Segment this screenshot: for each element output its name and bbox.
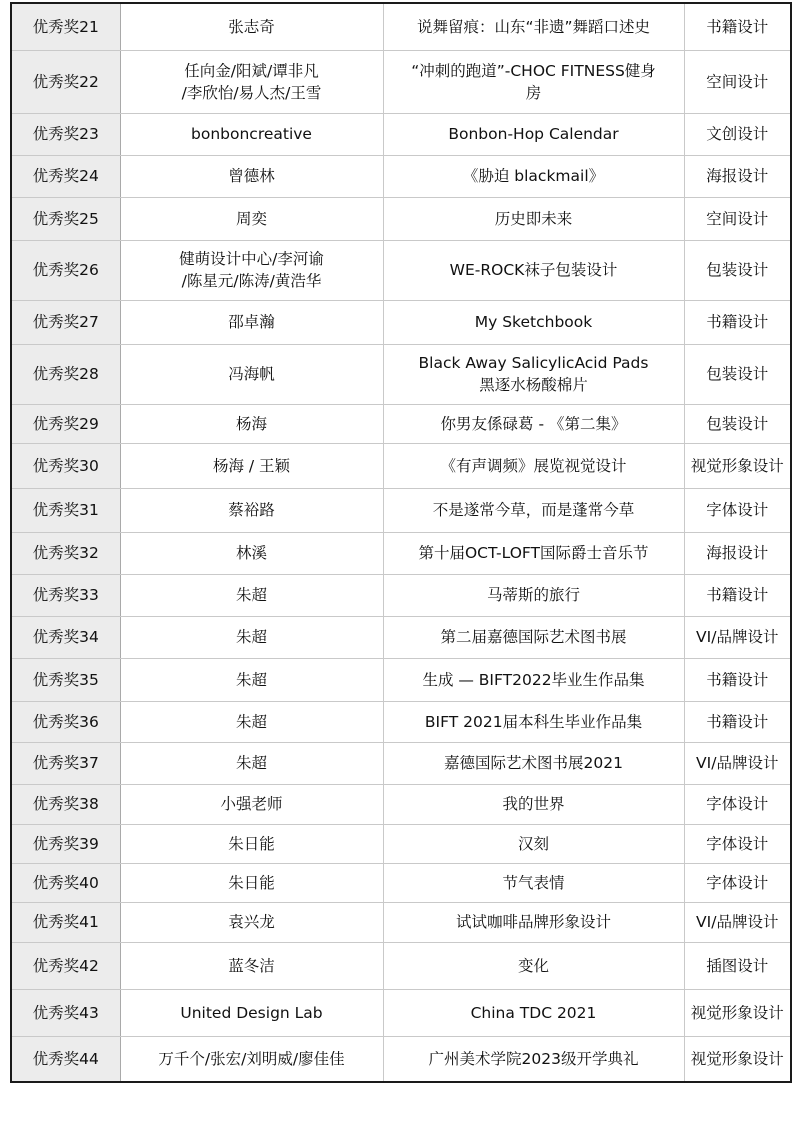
award-cell: 优秀奖27 <box>11 300 120 344</box>
table-row <box>11 616 791 658</box>
category-cell: 视觉形象设计 <box>684 443 791 488</box>
category-cell: 包装设计 <box>684 240 791 300</box>
author-cell <box>120 50 383 113</box>
category-cell: 字体设计 <box>684 784 791 824</box>
award-cell: 优秀奖39 <box>11 824 120 863</box>
work-title-line: 第二届嘉德国际艺术图书展 <box>440 628 627 646</box>
work-title-cell <box>383 488 684 532</box>
author-line: bonboncreative <box>191 125 312 143</box>
table-row <box>11 942 791 989</box>
author-cell <box>120 240 383 300</box>
author-line: 朱日能 <box>228 873 275 892</box>
work-title-cell <box>383 197 684 240</box>
work-title-line: 试试咖啡品牌形象设计 <box>455 913 611 931</box>
author-cell <box>120 443 383 488</box>
work-title-cell <box>383 701 684 742</box>
author-line: 曾德林 <box>228 167 275 185</box>
award-cell: 优秀奖29 <box>11 404 120 443</box>
work-title-line: “冲刺的跑道”-CHOC FITNESS健身 <box>411 61 656 80</box>
author-cell <box>120 1036 383 1082</box>
work-title-line: 变化 <box>517 956 549 975</box>
award-cell: 优秀奖30 <box>11 443 120 488</box>
work-title-cell <box>383 784 684 824</box>
author-line: 朱超 <box>235 670 267 689</box>
author-cell <box>120 197 383 240</box>
award-cell: 优秀奖40 <box>11 863 120 902</box>
author-line: /陈星元/陈涛/黄浩华 <box>181 272 322 290</box>
author-line: /李欣怡/易人杰/王雪 <box>181 83 322 102</box>
author-line: 朱超 <box>235 712 267 731</box>
author-line: United Design Lab <box>180 1003 323 1022</box>
author-line: 万千个/张宏/刘明威/廖佳佳 <box>158 1049 345 1068</box>
author-cell <box>120 658 383 701</box>
table-row <box>11 240 791 300</box>
author-line: 朱超 <box>235 586 267 604</box>
award-cell: 优秀奖35 <box>11 658 120 701</box>
table-row <box>11 300 791 344</box>
author-line: 张志奇 <box>228 17 275 36</box>
category-cell: 书籍设计 <box>684 701 791 742</box>
author-line: 朱超 <box>235 628 267 646</box>
table-row <box>11 1036 791 1082</box>
author-cell <box>120 824 383 863</box>
work-title-line: My Sketchbook <box>474 313 593 331</box>
category-cell: 文创设计 <box>684 113 791 155</box>
work-title-cell <box>383 3 684 50</box>
author-line: 蓝冬洁 <box>228 956 275 975</box>
work-title-line: 你男友係碌葛 - 《第二集》 <box>440 414 627 433</box>
table-row <box>11 742 791 784</box>
author-line: 朱日能 <box>228 834 275 853</box>
work-title-line: 《胁迫 blackmail》 <box>462 167 605 185</box>
work-title-cell <box>383 902 684 942</box>
author-line: 邵卓瀚 <box>228 313 275 331</box>
award-cell: 优秀奖31 <box>11 488 120 532</box>
table-row <box>11 404 791 443</box>
category-cell: VI/品牌设计 <box>684 902 791 942</box>
work-title-line: 嘉德国际艺术图书展2021 <box>444 754 623 772</box>
work-title-cell <box>383 658 684 701</box>
award-cell: 优秀奖42 <box>11 942 120 989</box>
category-cell: 视觉形象设计 <box>684 1036 791 1082</box>
author-cell <box>120 532 383 574</box>
table-row <box>11 824 791 863</box>
award-cell: 优秀奖38 <box>11 784 120 824</box>
work-title-line: 马蒂斯的旅行 <box>486 586 580 604</box>
award-cell: 优秀奖26 <box>11 240 120 300</box>
award-cell: 优秀奖43 <box>11 989 120 1036</box>
work-title-cell <box>383 113 684 155</box>
author-cell <box>120 574 383 616</box>
author-cell <box>120 300 383 344</box>
work-title-cell <box>383 742 684 784</box>
award-cell: 优秀奖37 <box>11 742 120 784</box>
work-title-line: WE-ROCK袜子包装设计 <box>449 261 618 279</box>
category-cell: 包装设计 <box>684 344 791 404</box>
category-cell: 书籍设计 <box>684 300 791 344</box>
table-row <box>11 197 791 240</box>
work-title-cell <box>383 443 684 488</box>
category-cell: 书籍设计 <box>684 3 791 50</box>
category-cell: 海报设计 <box>684 532 791 574</box>
award-cell: 优秀奖21 <box>11 3 120 50</box>
work-title-line: 汉刻 <box>517 834 549 853</box>
author-cell <box>120 3 383 50</box>
work-title-line: 《有声调频》展览视觉设计 <box>440 456 627 475</box>
category-cell: 海报设计 <box>684 155 791 197</box>
category-cell: 书籍设计 <box>684 658 791 701</box>
author-line: 朱超 <box>235 754 267 772</box>
table-row <box>11 443 791 488</box>
table-row <box>11 701 791 742</box>
work-title-line: 黑逐水杨酸棉片 <box>479 376 588 394</box>
table-row <box>11 863 791 902</box>
table-row <box>11 574 791 616</box>
table-row <box>11 113 791 155</box>
category-cell: 空间设计 <box>684 50 791 113</box>
award-cell: 优秀奖41 <box>11 902 120 942</box>
work-title-line: 第十届OCT-LOFT国际爵士音乐节 <box>418 544 649 562</box>
work-title-cell <box>383 50 684 113</box>
award-cell: 优秀奖33 <box>11 574 120 616</box>
author-cell <box>120 155 383 197</box>
table-row <box>11 658 791 701</box>
author-line: 任向金/阳斌/谭非凡 <box>184 61 319 80</box>
awards-table <box>10 2 792 1083</box>
table-row <box>11 989 791 1036</box>
table-row <box>11 902 791 942</box>
award-cell: 优秀奖36 <box>11 701 120 742</box>
author-cell <box>120 344 383 404</box>
table-row <box>11 50 791 113</box>
work-title-cell <box>383 616 684 658</box>
work-title-line: Black Away SalicylicAcid Pads <box>418 354 649 372</box>
author-cell <box>120 616 383 658</box>
author-line: 冯海帆 <box>228 365 275 383</box>
author-line: 林溪 <box>235 544 267 562</box>
author-line: 小强老师 <box>220 795 283 813</box>
award-cell: 优秀奖34 <box>11 616 120 658</box>
author-line: 袁兴龙 <box>228 913 275 931</box>
award-cell: 优秀奖22 <box>11 50 120 113</box>
work-title-cell <box>383 300 684 344</box>
table-row <box>11 155 791 197</box>
work-title-cell <box>383 863 684 902</box>
author-cell <box>120 902 383 942</box>
author-cell <box>120 742 383 784</box>
author-cell <box>120 404 383 443</box>
work-title-cell <box>383 574 684 616</box>
author-cell <box>120 784 383 824</box>
category-cell: 包装设计 <box>684 404 791 443</box>
author-cell <box>120 942 383 989</box>
author-line: 蔡裕路 <box>228 501 275 519</box>
award-cell: 优秀奖24 <box>11 155 120 197</box>
category-cell: 字体设计 <box>684 824 791 863</box>
author-cell <box>120 113 383 155</box>
award-cell: 优秀奖25 <box>11 197 120 240</box>
category-cell: 字体设计 <box>684 863 791 902</box>
category-cell: 视觉形象设计 <box>684 989 791 1036</box>
author-line: 杨海 / 王颖 <box>212 456 291 475</box>
author-line: 健萌设计中心/李河谕 <box>179 250 324 268</box>
award-cell: 优秀奖32 <box>11 532 120 574</box>
table-row <box>11 344 791 404</box>
work-title-line: 历史即未来 <box>494 209 573 228</box>
work-title-cell <box>383 824 684 863</box>
work-title-cell <box>383 344 684 404</box>
work-title-cell <box>383 155 684 197</box>
awards-table-body <box>11 3 791 1082</box>
work-title-line: China TDC 2021 <box>470 1003 597 1022</box>
author-cell <box>120 701 383 742</box>
author-cell <box>120 488 383 532</box>
work-title-line: Bonbon-Hop Calendar <box>448 125 619 143</box>
table-row <box>11 3 791 50</box>
table-row <box>11 488 791 532</box>
work-title-line: 生成 — BIFT2022毕业生作品集 <box>422 670 645 689</box>
category-cell: VI/品牌设计 <box>684 616 791 658</box>
work-title-line: 节气表情 <box>502 873 565 892</box>
category-cell: 空间设计 <box>684 197 791 240</box>
category-cell: 字体设计 <box>684 488 791 532</box>
author-cell <box>120 863 383 902</box>
work-title-line: 房 <box>525 83 542 102</box>
work-title-line: 我的世界 <box>502 795 565 813</box>
work-title-cell <box>383 989 684 1036</box>
award-cell: 优秀奖23 <box>11 113 120 155</box>
work-title-cell <box>383 942 684 989</box>
award-cell: 优秀奖28 <box>11 344 120 404</box>
work-title-cell <box>383 240 684 300</box>
work-title-line: 广州美术学院2023级开学典礼 <box>428 1049 639 1068</box>
author-line: 杨海 <box>235 414 267 433</box>
work-title-line: BIFT 2021届本科生毕业作品集 <box>424 712 643 731</box>
work-title-cell <box>383 1036 684 1082</box>
work-title-line: 不是遂常今草，而是蓬常今草 <box>432 501 635 519</box>
award-cell: 优秀奖44 <box>11 1036 120 1082</box>
table-row <box>11 784 791 824</box>
category-cell: 插图设计 <box>684 942 791 989</box>
table-row <box>11 532 791 574</box>
work-title-line: 说舞留痕：山东“非遗”舞蹈口述史 <box>416 17 651 36</box>
work-title-cell <box>383 532 684 574</box>
author-cell <box>120 989 383 1036</box>
category-cell: VI/品牌设计 <box>684 742 791 784</box>
category-cell: 书籍设计 <box>684 574 791 616</box>
work-title-cell <box>383 404 684 443</box>
author-line: 周奕 <box>235 209 267 228</box>
